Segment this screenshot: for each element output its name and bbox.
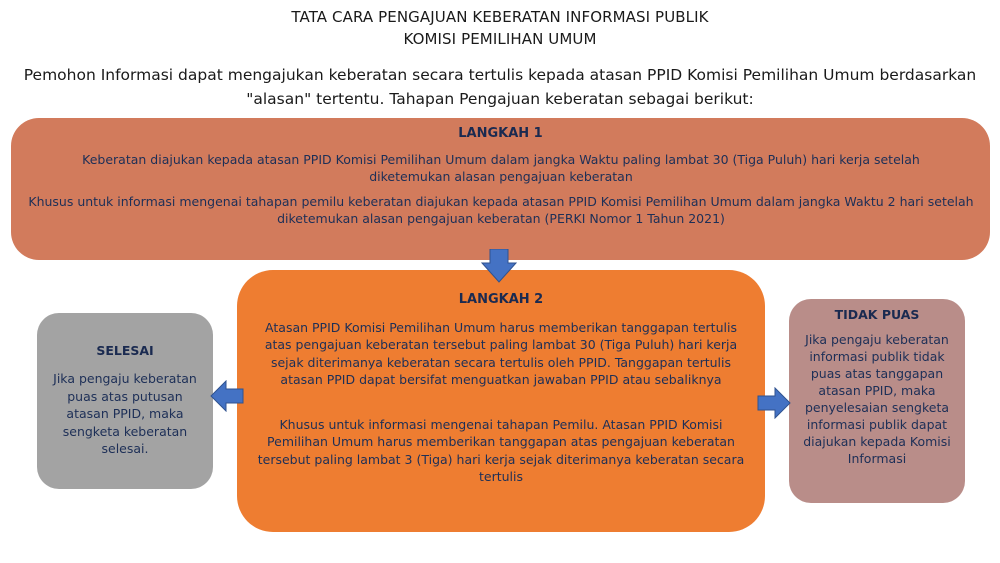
unsatisfied-text: Jika pengaju keberatan informasi publik tidak puas atas tanggapan atasan PPID, maka penyelesaian sengketa informasi publik dapat diajukan kepada Komisi Informasi	[803, 332, 951, 466]
step-2-box	[237, 270, 765, 532]
intro-line-1: Pemohon Informasi dapat mengajukan keberatan secara tertulis kepada atasan PPID Komisi Pemilihan Umum berdasarkan	[23, 66, 977, 84]
step-2-paragraph-1: Atasan PPID Komisi Pemilihan Umum harus memberikan tanggapan tertulis atas pengajuan keberatan tersebut paling lambat 30 (Tiga Puluh) hari kerja sejak diterimanya keberatan secara tertulis oleh PPID. Tanggapan tertulis atasan PPID dapat bersifat menguatkan jawaban PPID atau sebaliknya	[264, 320, 738, 388]
intro-line-2: "alasan" tertentu. Tahapan Pengajuan keberatan sebagai berikut:	[246, 90, 754, 108]
done-text: Jika pengaju keberatan puas atas putusan atasan PPID, maka sengketa keberatan selesai.	[53, 371, 197, 456]
step-1-heading: LANGKAH 1	[458, 126, 543, 141]
arrow-right-icon	[757, 387, 791, 419]
step-2-paragraph-2: Khusus untuk informasi mengenai tahapan Pemilu. Atasan PPID Komisi Pemilihan Umum harus memberikan tanggapan atas pengajuan keberatan tersebut paling lambat 3 (Tiga) hari kerja sejak diterimanya keberatan secara tertulis	[257, 417, 745, 485]
arrow-left-icon	[210, 380, 244, 412]
page-title: TATA CARA PENGAJUAN KEBERATAN INFORMASI PUBLIK	[291, 8, 709, 26]
step-1-box	[11, 118, 990, 260]
step-2-heading: LANGKAH 2	[458, 292, 544, 307]
unsatisfied-box	[789, 299, 965, 503]
unsatisfied-heading: TIDAK PUAS	[834, 307, 920, 322]
page-subtitle: KOMISI PEMILIHAN UMUM	[403, 30, 597, 48]
step-1-paragraph-2: Khusus untuk informasi mengenai tahapan pemilu keberatan diajukan kepada atasan PPID Komisi Pemilihan Umum dalam jangka Waktu 2 hari setelah diketemukan alasan pengajuan keberatan (PERKI Nomor 1 Tahun 2021)	[28, 194, 974, 226]
done-heading: SELESAI	[96, 343, 154, 358]
done-box	[37, 313, 213, 489]
arrow-down-icon	[481, 249, 517, 283]
step-1-paragraph-1: Keberatan diajukan kepada atasan PPID Komisi Pemilihan Umum dalam jangka Waktu paling lambat 30 (Tiga Puluh) hari kerja setelah diketemukan alasan pengajuan keberatan	[82, 152, 920, 184]
